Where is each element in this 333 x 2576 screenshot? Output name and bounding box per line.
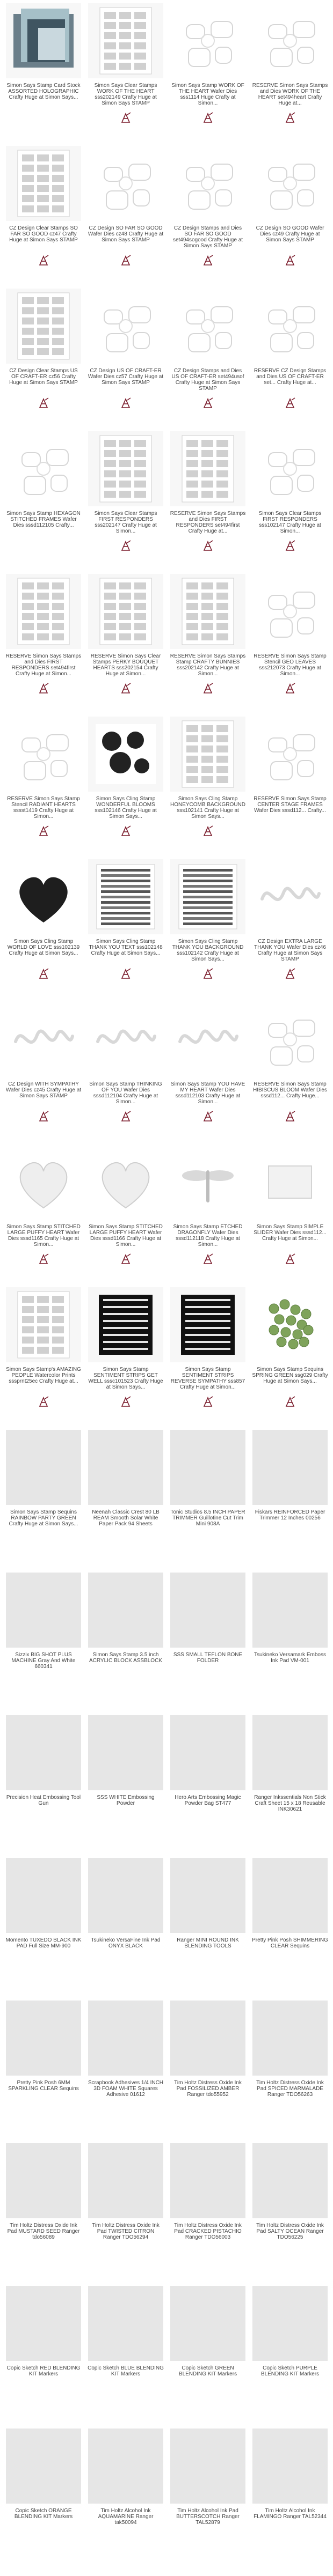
product-card[interactable] [4, 2143, 83, 2272]
product-thumbnail[interactable] [88, 2001, 163, 2076]
product-title[interactable]: Simon Says Stamp's AMAZING PEOPLE Watercolor Prints sssprnt25ec Crafty Huge at... [6, 1367, 81, 1384]
product-title[interactable]: Simon Says Stamp 3.5 inch ACRYLIC BLOCK ASSBLOCK [89, 1652, 162, 1664]
product-thumbnail[interactable] [170, 2001, 245, 2076]
product-thumbnail[interactable] [88, 1430, 163, 1505]
product-thumbnail[interactable] [170, 574, 245, 649]
product-title[interactable]: RESERVE CZ Design Stamps and Dies US OF CRAFT-ER set... Crafty Huge at... [254, 368, 327, 386]
product-thumbnail[interactable] [252, 2143, 328, 2218]
brand-logo-icon [38, 1253, 49, 1265]
brand-logo-icon [284, 1396, 296, 1407]
product-thumbnail[interactable] [6, 1002, 81, 1077]
product-card[interactable] [4, 1145, 83, 1273]
product-card[interactable] [4, 3, 83, 132]
product-thumbnail[interactable] [88, 1145, 163, 1220]
product-card[interactable] [4, 1715, 83, 1844]
product-card[interactable] [251, 1858, 329, 1987]
product-card[interactable] [169, 1145, 247, 1273]
product-title[interactable]: Simon Says Cling Stamp WONDERFUL BLOOMS sss102146 Crafty Huge at Simon Says... [95, 796, 157, 820]
product-card[interactable] [4, 1287, 83, 1416]
product-card[interactable] [4, 289, 83, 417]
product-title[interactable]: CZ Design Stamps and Dies US OF CRAFT-ER set494usof Crafty Huge at Simon Says STAMP [171, 368, 244, 392]
product-title[interactable]: Simon Says Cling Stamp THANK YOU BACKGROUND sss102142 Crafty Huge at Simon Says... [172, 939, 244, 962]
product-title[interactable]: Precision Heat Embossing Tool Gun [6, 1795, 81, 1806]
product-title[interactable]: Simon Says Stamp STITCHED LARGE PUFFY HEART Wafer Dies sssd1165 Crafty Huge at Simon... [6, 1224, 81, 1248]
product-thumbnail[interactable] [88, 289, 163, 364]
product-thumbnail[interactable] [170, 3, 245, 78]
product-thumbnail[interactable] [252, 1430, 328, 1505]
product-title[interactable]: Copic Sketch RED BLENDING KIT Markers [6, 2365, 81, 2377]
product-card[interactable] [4, 1002, 83, 1131]
product-card[interactable] [169, 1573, 247, 1701]
product-title[interactable]: Simon Says Cling Stamp HONEYCOMB BACKGROUND sss102141 Crafty Huge at Simon Says... [170, 796, 245, 820]
product-thumbnail[interactable] [6, 1715, 81, 1790]
product-title[interactable]: Copic Sketch GREEN BLENDING KIT Markers [178, 2365, 237, 2377]
brand-logo-icon [202, 1396, 214, 1407]
product-card[interactable] [4, 1430, 83, 1559]
product-card[interactable] [86, 2429, 165, 2557]
product-title[interactable]: Tim Holtz Distress Oxide Ink Pad FOSSILIZED AMBER Ranger tdo55952 [174, 2080, 242, 2098]
product-title[interactable]: Simon Says Stamp SENTIMENT STRIPS GET WELL sssc101523 Crafty Huge at Simon Says... [88, 1367, 163, 1390]
product-card[interactable] [251, 2001, 329, 2129]
product-card[interactable] [251, 2286, 329, 2415]
product-card[interactable] [4, 717, 83, 845]
product-title[interactable]: Simon Says Clear Stamps FIRST RESPONDERS sss202147 Crafty Huge at Simon... [94, 511, 157, 534]
product-thumbnail[interactable] [88, 2143, 163, 2218]
brand-logo-icon [202, 1253, 214, 1265]
product-title[interactable]: Sizzix BIG SHOT PLUS MACHINE Gray And White 660341 [11, 1652, 76, 1670]
product-thumbnail[interactable] [6, 1858, 81, 1933]
product-title[interactable]: RESERVE Simon Says Stamps and Dies WORK OF THE HEART set494heart Crafty Huge at... [252, 83, 328, 106]
brand-logo-icon [284, 1253, 296, 1265]
product-card[interactable] [86, 289, 165, 417]
product-thumbnail[interactable] [6, 289, 81, 364]
product-card[interactable] [251, 1573, 329, 1701]
product-card[interactable] [251, 1145, 329, 1273]
brand-logo-icon [120, 254, 132, 266]
product-thumbnail[interactable] [88, 1287, 163, 1362]
product-card[interactable] [251, 3, 329, 132]
product-card[interactable] [169, 431, 247, 560]
product-thumbnail[interactable] [170, 1573, 245, 1648]
product-card[interactable] [169, 146, 247, 275]
product-card[interactable] [251, 1287, 329, 1416]
product-card[interactable] [86, 1573, 165, 1701]
product-thumbnail[interactable] [170, 431, 245, 506]
brand-logo-icon [284, 397, 296, 409]
brand-logo-icon [202, 825, 214, 837]
product-title[interactable]: Ranger MINI ROUND INK BLENDING TOOLS [177, 1937, 239, 1949]
product-title[interactable]: Hero Arts Embossing Magic Powder Bag ST477 [175, 1795, 241, 1806]
product-title[interactable]: SSS SMALL TEFLON BONE FOLDER [173, 1652, 243, 1664]
brand-logo-icon [38, 1110, 49, 1122]
product-title[interactable]: Tonic Studios 8.5 INCH PAPER TRIMMER Guillotine Cut Trim Mini 908A [170, 1509, 245, 1527]
product-card[interactable] [169, 3, 247, 132]
product-thumbnail[interactable] [252, 146, 328, 221]
product-title[interactable]: Simon Says Stamp Card Stock ASSORTED HOLOGRAPHIC Crafty Huge at Simon Says... [6, 83, 81, 100]
product-thumbnail[interactable] [170, 2429, 245, 2504]
product-card[interactable] [86, 717, 165, 845]
product-card[interactable] [86, 1715, 165, 1844]
product-title[interactable]: CZ Design WITH SYMPATHY Wafer Dies cz45 Crafty Huge at Simon Says STAMP [5, 1081, 82, 1099]
product-thumbnail[interactable] [252, 717, 328, 792]
product-card[interactable] [4, 2001, 83, 2129]
brand-logo-icon [38, 1396, 49, 1407]
product-thumbnail[interactable] [88, 1858, 163, 1933]
product-title[interactable]: CZ Design Clear Stamps SO FAR SO GOOD cz47 Crafty Huge at Simon Says STAMP [9, 225, 78, 243]
product-thumbnail[interactable] [88, 2429, 163, 2504]
product-title[interactable]: Tim Holtz Distress Oxide Ink Pad MUSTARD SEED Ranger tdo56089 [7, 2223, 80, 2240]
product-thumbnail[interactable] [252, 1858, 328, 1933]
product-card[interactable] [4, 2286, 83, 2415]
product-card[interactable] [251, 859, 329, 988]
brand-logo-icon [202, 397, 214, 409]
brand-logo-icon [120, 1396, 132, 1407]
product-thumbnail[interactable] [6, 1430, 81, 1505]
brand-logo-icon [120, 825, 132, 837]
product-card[interactable] [4, 1858, 83, 1987]
product-title[interactable]: Simon Says Stamp WORK OF THE HEART Wafer Dies sss1114 Huge Crafty at Simon... [171, 83, 244, 106]
product-thumbnail[interactable] [252, 2001, 328, 2076]
brand-logo-icon [284, 112, 296, 123]
product-title[interactable]: CZ Design Clear Stamps US OF CRAFT-ER cz56 Crafty Huge at Simon Says STAMP [9, 368, 78, 386]
product-title[interactable]: Simon Says Stamp SIMPLE SLIDER Wafer Dies sssd112... Crafty Huge at Simon... [254, 1224, 327, 1242]
brand-logo-icon [284, 540, 296, 551]
product-thumbnail[interactable] [88, 1002, 163, 1077]
product-title[interactable]: CZ Design SO GOOD Wafer Dies cz49 Crafty Huge at Simon Says STAMP [256, 225, 324, 243]
brand-logo-icon [202, 1110, 214, 1122]
product-card[interactable] [4, 2429, 83, 2557]
product-thumbnail[interactable] [170, 1430, 245, 1505]
product-thumbnail[interactable] [252, 431, 328, 506]
product-title[interactable]: Tim Holtz Distress Oxide Ink Pad CRACKED PISTACHIO Ranger TDO56003 [174, 2223, 242, 2240]
product-title[interactable]: Scrapbook Adhesives 1/4 INCH 3D FOAM WHITE Squares Adhesive 01612 [88, 2080, 164, 2098]
product-card[interactable] [86, 859, 165, 988]
product-thumbnail[interactable] [6, 1145, 81, 1220]
product-card[interactable] [169, 1002, 247, 1131]
product-card[interactable] [169, 717, 247, 845]
product-thumbnail[interactable] [6, 3, 81, 78]
product-title[interactable]: Simon Says Stamp Sequins RAINBOW PARTY GREEN Crafty Huge at Simon Says... [9, 1509, 78, 1527]
product-title[interactable]: CZ Design SO FAR SO GOOD Wafer Dies cz48 Crafty Huge at Simon Says STAMP [88, 225, 164, 243]
product-title[interactable]: Tim Holtz Distress Oxide Ink Pad SALTY OCEAN Ranger TDO56225 [256, 2223, 324, 2240]
product-card[interactable] [169, 2001, 247, 2129]
product-thumbnail[interactable] [170, 859, 245, 934]
product-card[interactable] [251, 289, 329, 417]
product-card[interactable] [251, 2143, 329, 2272]
product-thumbnail[interactable] [6, 2429, 81, 2504]
product-thumbnail[interactable] [88, 1573, 163, 1648]
product-thumbnail[interactable] [88, 574, 163, 649]
product-thumbnail[interactable] [252, 1573, 328, 1648]
product-card[interactable] [86, 1002, 165, 1131]
product-title[interactable]: Simon Says Stamp HEXAGON STITCHED FRAMES Wafer Dies sssd112105 Crafty... [6, 511, 81, 528]
product-thumbnail[interactable] [170, 2143, 245, 2218]
product-title[interactable]: Pretty Pink Posh 6MM SPARKLING CLEAR Sequins [8, 2080, 79, 2092]
product-title[interactable]: RESERVE Simon Says Clear Stamps PERKY BOUQUET HEARTS sss202154 Crafty Huge at Simon... [90, 653, 161, 677]
product-title[interactable]: RESERVE Simon Says Stamp Stencil RADIANT HEARTS sssst1419 Crafty Huge at Simon... [7, 796, 80, 820]
brand-logo-icon [38, 968, 49, 979]
product-thumbnail[interactable] [88, 1715, 163, 1790]
product-thumbnail[interactable] [6, 2143, 81, 2218]
product-thumbnail[interactable] [170, 2286, 245, 2361]
product-title[interactable]: Copic Sketch PURPLE BLENDING KIT Markers [260, 2365, 320, 2377]
product-thumbnail[interactable] [170, 1715, 245, 1790]
product-thumbnail[interactable] [88, 859, 163, 934]
product-title[interactable]: RESERVE Simon Says Stamps and Dies FIRST RESPONDERS set494first Crafty Huge at Simon... [5, 653, 82, 677]
product-title[interactable]: Simon Says Stamp THINKING OF YOU Wafer Dies sssd112104 Crafty Huge at Simon... [89, 1081, 162, 1105]
product-title[interactable]: Tim Holtz Alcohol Ink Pad BUTTERSCOTCH Ranger TAL52879 [176, 2508, 240, 2526]
product-title[interactable]: CZ Design Stamps and Dies SO FAR SO GOOD set494sogood Crafty Huge at Simon Says STAMP [172, 225, 243, 249]
product-card[interactable] [169, 1715, 247, 1844]
product-thumbnail[interactable] [252, 1715, 328, 1790]
product-title[interactable]: RESERVE Simon Says Stamps Stamp CRAFTY BUNNIES sss202142 Crafty Huge at Simon... [170, 653, 246, 677]
product-card[interactable] [169, 2143, 247, 2272]
product-thumbnail[interactable] [170, 289, 245, 364]
product-title[interactable]: Tim Holtz Alcohol Ink AQUAMARINE Ranger tak50094 [98, 2508, 154, 2526]
product-thumbnail[interactable] [170, 1287, 245, 1362]
product-title[interactable]: Tim Holtz Alcohol Ink FLAMINGO Ranger TAL52344 [254, 2508, 327, 2520]
product-thumbnail[interactable] [88, 3, 163, 78]
product-card[interactable] [251, 1002, 329, 1131]
product-title[interactable]: RESERVE Simon Says Stamp Stencil GEO LEAVES sss212073 Crafty Huge at Simon... [254, 653, 327, 677]
product-title[interactable]: CZ Design US OF CRAFT-ER Wafer Dies cz57 Crafty Huge at Simon Says STAMP [88, 368, 164, 386]
product-thumbnail[interactable] [252, 1002, 328, 1077]
product-title[interactable]: Ranger Inkssentials Non Stick Craft Sheet 15 x 18 Reusable INK30621 [254, 1795, 326, 1812]
product-card[interactable] [4, 859, 83, 988]
brand-logo-icon [284, 682, 296, 694]
product-thumbnail[interactable] [252, 574, 328, 649]
product-card[interactable] [86, 574, 165, 703]
product-title[interactable]: RESERVE Simon Says Stamp CENTER STAGE FRAMES Wafer Dies sssd112... Crafty... [254, 796, 327, 814]
brand-logo-icon [202, 112, 214, 123]
product-title[interactable]: Fiskars REINFORCED Paper Trimmer 12 Inches 00256 [255, 1509, 325, 1521]
product-card[interactable] [251, 2429, 329, 2557]
product-card[interactable] [251, 1430, 329, 1559]
brand-logo-icon [284, 968, 296, 979]
brand-logo-icon [120, 112, 132, 123]
product-thumbnail[interactable] [252, 289, 328, 364]
product-card[interactable] [4, 431, 83, 560]
product-title[interactable]: SSS WHITE Embossing Powder [97, 1795, 155, 1806]
product-thumbnail[interactable] [252, 859, 328, 934]
product-title[interactable]: RESERVE Simon Says Stamps and Dies FIRST RESPONDERS set494first Crafty Huge at... [170, 511, 246, 534]
product-card[interactable] [169, 1430, 247, 1559]
product-card[interactable] [251, 574, 329, 703]
product-card[interactable] [251, 717, 329, 845]
product-thumbnail[interactable] [252, 2286, 328, 2361]
product-thumbnail[interactable] [6, 146, 81, 221]
brand-logo-icon [202, 540, 214, 551]
product-thumbnail[interactable] [6, 2001, 81, 2076]
product-card[interactable] [169, 1287, 247, 1416]
brand-logo-icon [202, 682, 214, 694]
brand-logo-icon [38, 825, 49, 837]
product-title[interactable]: Simon Says Stamp SENTIMENT STRIPS REVERSE SYMPATHY sss857 Crafty Huge at Simon... [170, 1367, 245, 1390]
product-thumbnail[interactable] [252, 3, 328, 78]
product-card[interactable] [251, 146, 329, 275]
brand-logo-icon [120, 968, 132, 979]
product-title[interactable]: Copic Sketch BLUE BLENDING KIT Markers [88, 2365, 164, 2377]
product-card[interactable] [169, 2286, 247, 2415]
brand-logo-icon [120, 397, 132, 409]
product-card[interactable] [169, 859, 247, 988]
product-title[interactable]: CZ Design EXTRA LARGE THANK YOU Wafer Dies cz46 Crafty Huge at Simon Says STAMP [254, 939, 326, 962]
brand-logo-icon [38, 397, 49, 409]
product-thumbnail[interactable] [170, 717, 245, 792]
product-card[interactable] [86, 3, 165, 132]
product-thumbnail[interactable] [88, 2286, 163, 2361]
product-title[interactable]: Neenah Classic Crest 80 LB REAM Smooth Solar White Paper Pack 94 Sheets [92, 1509, 160, 1527]
product-card[interactable] [251, 431, 329, 560]
product-card[interactable] [4, 574, 83, 703]
product-thumbnail[interactable] [6, 431, 81, 506]
product-card[interactable] [86, 146, 165, 275]
product-thumbnail[interactable] [170, 146, 245, 221]
brand-logo-icon [38, 682, 49, 694]
product-title[interactable]: Tsukineko Versamark Emboss Ink Pad VM-001 [254, 1652, 326, 1664]
product-title[interactable]: Simon Says Clear Stamps FIRST RESPONDERS sss102147 Crafty Huge at Simon... [258, 511, 322, 534]
brand-logo-icon [120, 1253, 132, 1265]
product-title[interactable]: RESERVE Simon Says Stamp HIBISCUS BLOOM Wafer Dies sssd112... Crafty Huge... [253, 1081, 327, 1099]
product-card[interactable] [86, 2143, 165, 2272]
product-card[interactable] [86, 1287, 165, 1416]
product-title[interactable]: Simon Says Clear Stamps WORK OF THE HEART sss202149 Crafty Huge at Simon Says STAMP [94, 83, 157, 106]
product-thumbnail[interactable] [6, 1573, 81, 1648]
product-card[interactable] [86, 1430, 165, 1559]
product-card[interactable] [169, 289, 247, 417]
brand-logo-icon [284, 254, 296, 266]
product-thumbnail[interactable] [252, 1145, 328, 1220]
product-title[interactable]: Simon Says Cling Stamp THANK YOU TEXT sss102148 Crafty Huge at Simon Says... [89, 939, 163, 956]
product-card[interactable] [4, 1573, 83, 1701]
product-thumbnail[interactable] [6, 574, 81, 649]
product-thumbnail[interactable] [170, 1002, 245, 1077]
product-title[interactable]: Simon Says Stamp YOU HAVE MY HEART Wafer Dies sssd112103 Crafty Huge at Simon... [170, 1081, 245, 1105]
product-card[interactable] [4, 146, 83, 275]
product-title[interactable]: Tim Holtz Distress Oxide Ink Pad SPICED MARMALADE Ranger TDO56263 [256, 2080, 324, 2098]
product-thumbnail[interactable] [6, 2286, 81, 2361]
product-thumbnail[interactable] [88, 146, 163, 221]
product-thumbnail[interactable] [6, 859, 81, 934]
product-thumbnail[interactable] [88, 431, 163, 506]
product-title[interactable]: Copic Sketch ORANGE BLENDING KIT Markers [14, 2508, 73, 2520]
brand-logo-icon [120, 682, 132, 694]
product-title[interactable]: Simon Says Stamp Sequins SPRING GREEN ssg029 Crafty Huge at Simon Says... [252, 1367, 328, 1384]
brand-logo-icon [120, 540, 132, 551]
product-card[interactable] [86, 2001, 165, 2129]
product-thumbnail[interactable] [6, 717, 81, 792]
brand-logo-icon [38, 254, 49, 266]
product-card[interactable] [86, 1858, 165, 1987]
product-card[interactable] [169, 574, 247, 703]
product-card[interactable] [86, 431, 165, 560]
product-title[interactable]: Momento TUXEDO BLACK INK PAD Full Size MM-900 [5, 1937, 82, 1949]
product-thumbnail[interactable] [88, 717, 163, 792]
brand-logo-icon [202, 968, 214, 979]
brand-logo-icon [120, 1110, 132, 1122]
product-title[interactable]: Simon Says Stamp ETCHED DRAGONFLY Wafer Dies sssd112118 Crafty Huge at Simon... [173, 1224, 243, 1248]
product-card[interactable] [86, 1145, 165, 1273]
brand-logo-icon [202, 254, 214, 266]
product-card[interactable] [86, 2286, 165, 2415]
product-thumbnail[interactable] [252, 1287, 328, 1362]
brand-logo-icon [284, 1110, 296, 1122]
product-card[interactable] [169, 1858, 247, 1987]
product-title[interactable]: Pretty Pink Posh SHIMMERING CLEAR Sequins [252, 1937, 328, 1949]
product-title[interactable]: Simon Says Cling Stamp WORLD OF LOVE sss102139 Crafty Huge at Simon Says... [7, 939, 80, 956]
product-thumbnail[interactable] [170, 1145, 245, 1220]
product-title[interactable]: Tim Holtz Distress Oxide Ink Pad TWISTED CITRON Ranger TDO56294 [92, 2223, 160, 2240]
product-title[interactable]: Tsukineko VersaFine Ink Pad ONYX BLACK [91, 1937, 161, 1949]
product-thumbnail[interactable] [170, 1858, 245, 1933]
product-thumbnail[interactable] [6, 1287, 81, 1362]
product-card[interactable] [169, 2429, 247, 2557]
product-title[interactable]: Simon Says Stamp STITCHED LARGE PUFFY HEART Wafer Dies sssd1166 Crafty Huge at Simon... [89, 1224, 163, 1248]
product-card[interactable] [251, 1715, 329, 1844]
product-thumbnail[interactable] [252, 2429, 328, 2504]
